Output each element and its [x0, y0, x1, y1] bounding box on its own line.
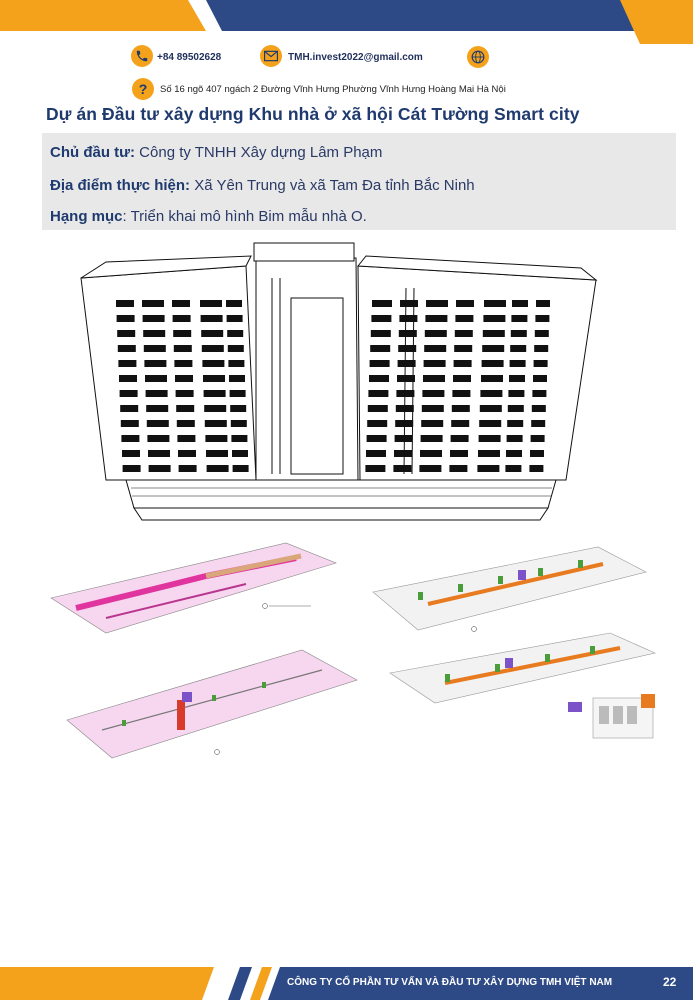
window	[371, 330, 391, 337]
window	[144, 360, 166, 367]
window	[228, 360, 244, 367]
company-address: Số 16 ngõ 407 ngách 2 Đường Vĩnh Hưng Phường Vĩnh Hưng Hoàng Mai Hà Nội	[160, 84, 506, 95]
window	[367, 420, 387, 427]
window	[122, 450, 140, 457]
window	[370, 360, 390, 367]
window	[394, 450, 412, 457]
window	[532, 405, 546, 412]
window	[233, 465, 249, 472]
window	[148, 450, 170, 457]
window	[509, 375, 525, 382]
window	[481, 375, 503, 382]
window	[425, 330, 447, 337]
window	[207, 465, 229, 472]
window	[201, 330, 223, 337]
scope-value: : Triển khai mô hình Bim mẫu nhà O.	[122, 208, 367, 225]
window	[512, 300, 528, 307]
window	[480, 390, 502, 397]
window	[116, 300, 134, 307]
window	[421, 420, 443, 427]
window	[176, 390, 194, 397]
window	[204, 405, 226, 412]
window	[453, 375, 471, 382]
window	[424, 345, 446, 352]
window	[507, 420, 523, 427]
window	[174, 345, 192, 352]
window	[200, 300, 222, 307]
window	[511, 315, 527, 322]
window	[451, 435, 469, 442]
window	[455, 315, 473, 322]
window	[478, 450, 500, 457]
window	[511, 330, 527, 337]
window	[452, 390, 470, 397]
email-address[interactable]: TMH.invest2022@gmail.com	[288, 52, 423, 63]
window	[510, 360, 526, 367]
window	[395, 435, 413, 442]
window	[455, 330, 473, 337]
window	[145, 375, 167, 382]
window	[450, 450, 468, 457]
mep-diagram-pink-top-left	[46, 538, 346, 638]
window	[227, 315, 243, 322]
window	[149, 465, 171, 472]
window	[480, 405, 502, 412]
window	[422, 405, 444, 412]
window	[230, 405, 246, 412]
help-icon: ?	[132, 78, 154, 100]
project-title: Dự án Đầu tư xây dựng Khu nhà ở xã hội Cát Tường Smart city	[46, 104, 580, 124]
window	[454, 345, 472, 352]
scope-line	[50, 208, 367, 225]
window	[534, 360, 548, 367]
window	[118, 345, 136, 352]
location-value: Xã Yên Trung và xã Tam Đa tỉnh Bắc Ninh	[190, 177, 475, 194]
window	[205, 420, 227, 427]
mep-diagram-top-right	[368, 542, 648, 634]
window	[229, 375, 245, 382]
window	[456, 300, 474, 307]
window	[227, 330, 243, 337]
window	[505, 465, 521, 472]
window	[369, 375, 389, 382]
window	[146, 405, 168, 412]
window	[422, 390, 444, 397]
window	[479, 420, 501, 427]
window	[370, 345, 390, 352]
window	[483, 330, 505, 337]
window	[367, 435, 387, 442]
window	[482, 345, 504, 352]
window	[179, 465, 197, 472]
window	[173, 330, 191, 337]
window	[147, 420, 169, 427]
window	[510, 345, 526, 352]
window	[400, 300, 418, 307]
window	[174, 360, 192, 367]
window	[117, 330, 135, 337]
window	[177, 435, 195, 442]
window	[421, 435, 443, 442]
window	[506, 450, 522, 457]
investor-label: Chủ đầu tư:	[50, 144, 136, 161]
window	[175, 375, 193, 382]
window	[147, 435, 169, 442]
window	[454, 360, 472, 367]
window	[205, 435, 227, 442]
window	[226, 300, 242, 307]
window	[142, 300, 164, 307]
window	[202, 345, 224, 352]
window	[172, 300, 190, 307]
mep-diagram-equipment-detail	[563, 690, 663, 760]
window	[423, 375, 445, 382]
window	[426, 300, 448, 307]
window	[483, 315, 505, 322]
window	[144, 345, 166, 352]
top-banner	[0, 0, 693, 44]
window	[201, 315, 223, 322]
window	[535, 330, 549, 337]
window	[121, 435, 139, 442]
window	[479, 435, 501, 442]
email-icon	[260, 45, 282, 67]
window	[420, 450, 442, 457]
window	[173, 315, 191, 322]
window	[399, 315, 417, 322]
window	[119, 375, 137, 382]
window	[536, 300, 550, 307]
window	[146, 390, 168, 397]
window	[531, 420, 545, 427]
project-info-box	[42, 133, 676, 230]
window	[368, 405, 388, 412]
window	[231, 420, 247, 427]
window	[533, 375, 547, 382]
window	[508, 390, 524, 397]
window	[231, 435, 247, 442]
window	[507, 435, 523, 442]
window	[203, 375, 225, 382]
window	[451, 420, 469, 427]
window	[143, 315, 165, 322]
window	[206, 450, 228, 457]
window	[530, 450, 544, 457]
footer-company-name: CÔNG TY CỔ PHẦN TƯ VẤN VÀ ĐẦU TƯ XÂY DỰNG TMH VIỆT NAM	[287, 977, 613, 988]
scope-label: Hạng mục	[50, 208, 123, 225]
window	[372, 300, 392, 307]
window	[535, 315, 549, 322]
window	[117, 315, 135, 322]
window	[371, 315, 391, 322]
window	[121, 420, 139, 427]
phone-number[interactable]: +84 89502628	[157, 52, 222, 63]
window	[178, 450, 196, 457]
phone-icon	[131, 45, 153, 67]
window	[202, 360, 224, 367]
window	[531, 435, 545, 442]
window	[230, 390, 246, 397]
window	[424, 360, 446, 367]
window	[118, 360, 136, 367]
window	[399, 330, 417, 337]
window	[397, 375, 415, 382]
window	[425, 315, 447, 322]
window	[477, 465, 499, 472]
window	[532, 390, 546, 397]
window	[120, 405, 138, 412]
window	[484, 300, 506, 307]
investor-value: Công ty TNHH Xây dựng Lâm Phạm	[135, 144, 383, 161]
page-number: 22	[663, 975, 677, 989]
window	[368, 390, 388, 397]
window	[529, 465, 543, 472]
mep-diagram-pink-bottom-left	[62, 640, 362, 765]
location-label: Địa điểm thực hiện:	[50, 177, 191, 194]
window	[228, 345, 244, 352]
window	[396, 390, 414, 397]
window	[232, 450, 248, 457]
window	[365, 465, 385, 472]
window	[393, 465, 411, 472]
window	[177, 420, 195, 427]
window	[449, 465, 467, 472]
window	[176, 405, 194, 412]
window	[508, 405, 524, 412]
window	[123, 465, 141, 472]
window	[452, 405, 470, 412]
investor-line	[50, 144, 382, 161]
window	[143, 330, 165, 337]
window	[120, 390, 138, 397]
window	[534, 345, 548, 352]
window	[482, 360, 504, 367]
window	[204, 390, 226, 397]
location-line	[50, 177, 475, 194]
building-bim-model-image	[76, 238, 616, 523]
window	[366, 450, 386, 457]
globe-icon	[467, 46, 489, 68]
window	[419, 465, 441, 472]
